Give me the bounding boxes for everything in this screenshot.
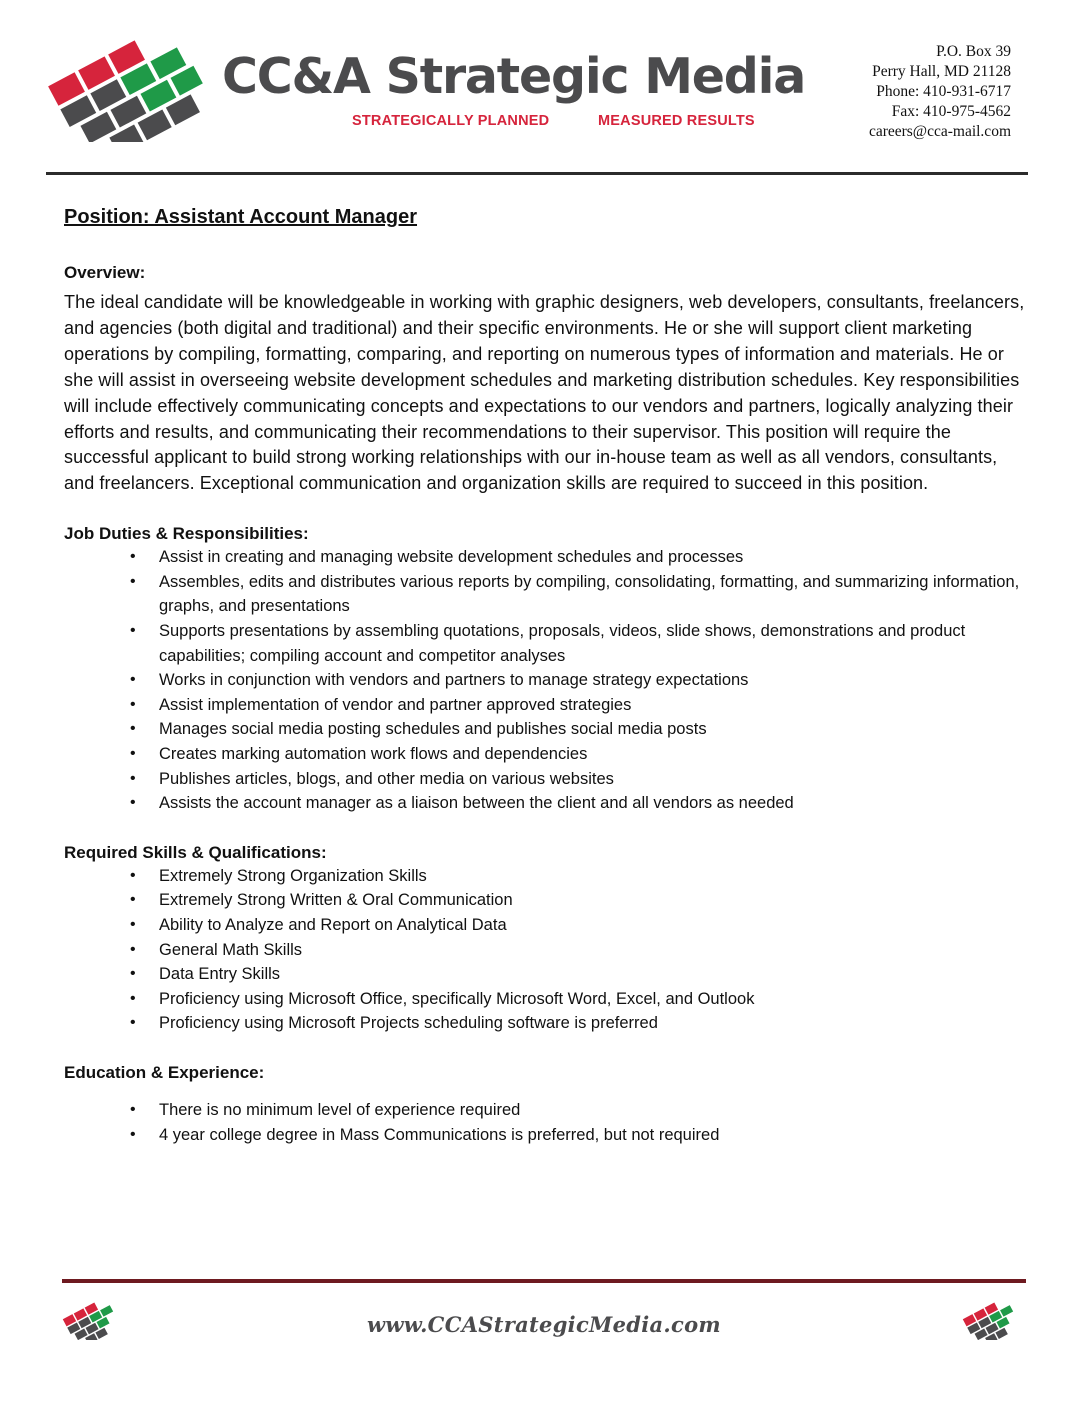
- duties-heading: Job Duties & Responsibilities:: [64, 524, 309, 544]
- list-item: • There is no minimum level of experience required: [64, 1098, 1029, 1123]
- header-divider: [46, 172, 1028, 175]
- list-item: • Proficiency using Microsoft Projects scheduling software is preferred: [64, 1011, 1029, 1036]
- contact-block: [869, 42, 1011, 142]
- list-item: • Works in conjunction with vendors and partners to manage strategy expectations: [64, 668, 1029, 693]
- contact-phone: Phone: 410-931-6717: [876, 83, 1011, 100]
- list-item: • Manages social media posting schedules and publishes social media posts: [64, 717, 1029, 742]
- footer-divider: [62, 1279, 1026, 1283]
- list-item: • Assists the account manager as a liaison between the client and all vendors as needed: [64, 791, 1029, 816]
- education-list: [64, 1098, 1029, 1147]
- overview-text: The ideal candidate will be knowledgeable in working with graphic designers, web developers, consultants, freelancers, and agencies (both digital and traditional) and their specific environments. He or she will support client marketing operations by compiling, formatting, comparing, and reporting on numerous types of information and materials. He or she will assist in overseeing website development schedules and marketing distribution schedules. Key responsibilities will include effectively communicating concepts and expectations to our vendors and partners, logically analyzing their efforts and results, and communicating their recommendations to their supervisor. This position will require the successful applicant to build strong working relationships with our in-house team as well as all vendors, consultants, and freelancers. Exceptional communication and organization skills are required to succeed in this position.: [64, 292, 1025, 494]
- list-item: • Assist in creating and managing website development schedules and processes: [64, 545, 1029, 570]
- company-name: CC&A Strategic Media: [222, 48, 806, 105]
- duties-list: [64, 545, 1029, 816]
- position-title: Position: Assistant Account Manager: [64, 206, 418, 228]
- cca-logo-icon: [962, 1302, 1024, 1340]
- list-item: • Extremely Strong Written & Oral Communication: [64, 888, 1029, 913]
- contact-city: Perry Hall, MD 21128: [872, 63, 1011, 80]
- list-item: • 4 year college degree in Mass Communications is preferred, but not required: [64, 1123, 1029, 1148]
- list-item: • Extremely Strong Organization Skills: [64, 864, 1029, 889]
- tagline-strategically-planned: STRATEGICALLY PLANNED: [352, 113, 550, 129]
- job-description: [64, 206, 1029, 1147]
- list-item: • Creates marking automation work flows and dependencies: [64, 742, 1029, 767]
- overview-heading: Overview:: [64, 263, 146, 282]
- contact-email: careers@cca-mail.com: [868, 123, 1011, 140]
- list-item: • Assist implementation of vendor and partner approved strategies: [64, 693, 1029, 718]
- skills-list: [64, 864, 1029, 1036]
- contact-po-box: P.O. Box 39: [936, 43, 1011, 60]
- list-item: • General Math Skills: [64, 938, 1029, 963]
- tagline-measured-results: MEASURED RESULTS: [598, 113, 755, 129]
- list-item: • Ability to Analyze and Report on Analytical Data: [64, 913, 1029, 938]
- list-item: • Assembles, edits and distributes various reports by compiling, consolidating, formatting, and summarizing information, graphs, and presentations: [64, 570, 1029, 619]
- education-heading: Education & Experience:: [64, 1062, 265, 1082]
- contact-fax: Fax: 410-975-4562: [891, 103, 1011, 120]
- list-item: • Data Entry Skills: [64, 962, 1029, 987]
- list-item: • Publishes articles, blogs, and other media on various websites: [64, 767, 1029, 792]
- list-item: • Proficiency using Microsoft Office, specifically Microsoft Word, Excel, and Outlook: [64, 987, 1029, 1012]
- list-item: • Supports presentations by assembling quotations, proposals, videos, slide shows, demonstrations and product capabilities; compiling account and competitor analyses: [64, 619, 1029, 668]
- cca-logo-icon: [46, 40, 216, 142]
- skills-heading: Required Skills & Qualifications:: [64, 842, 327, 862]
- website-link[interactable]: www.CCAStrategicMedia.com: [367, 1312, 721, 1337]
